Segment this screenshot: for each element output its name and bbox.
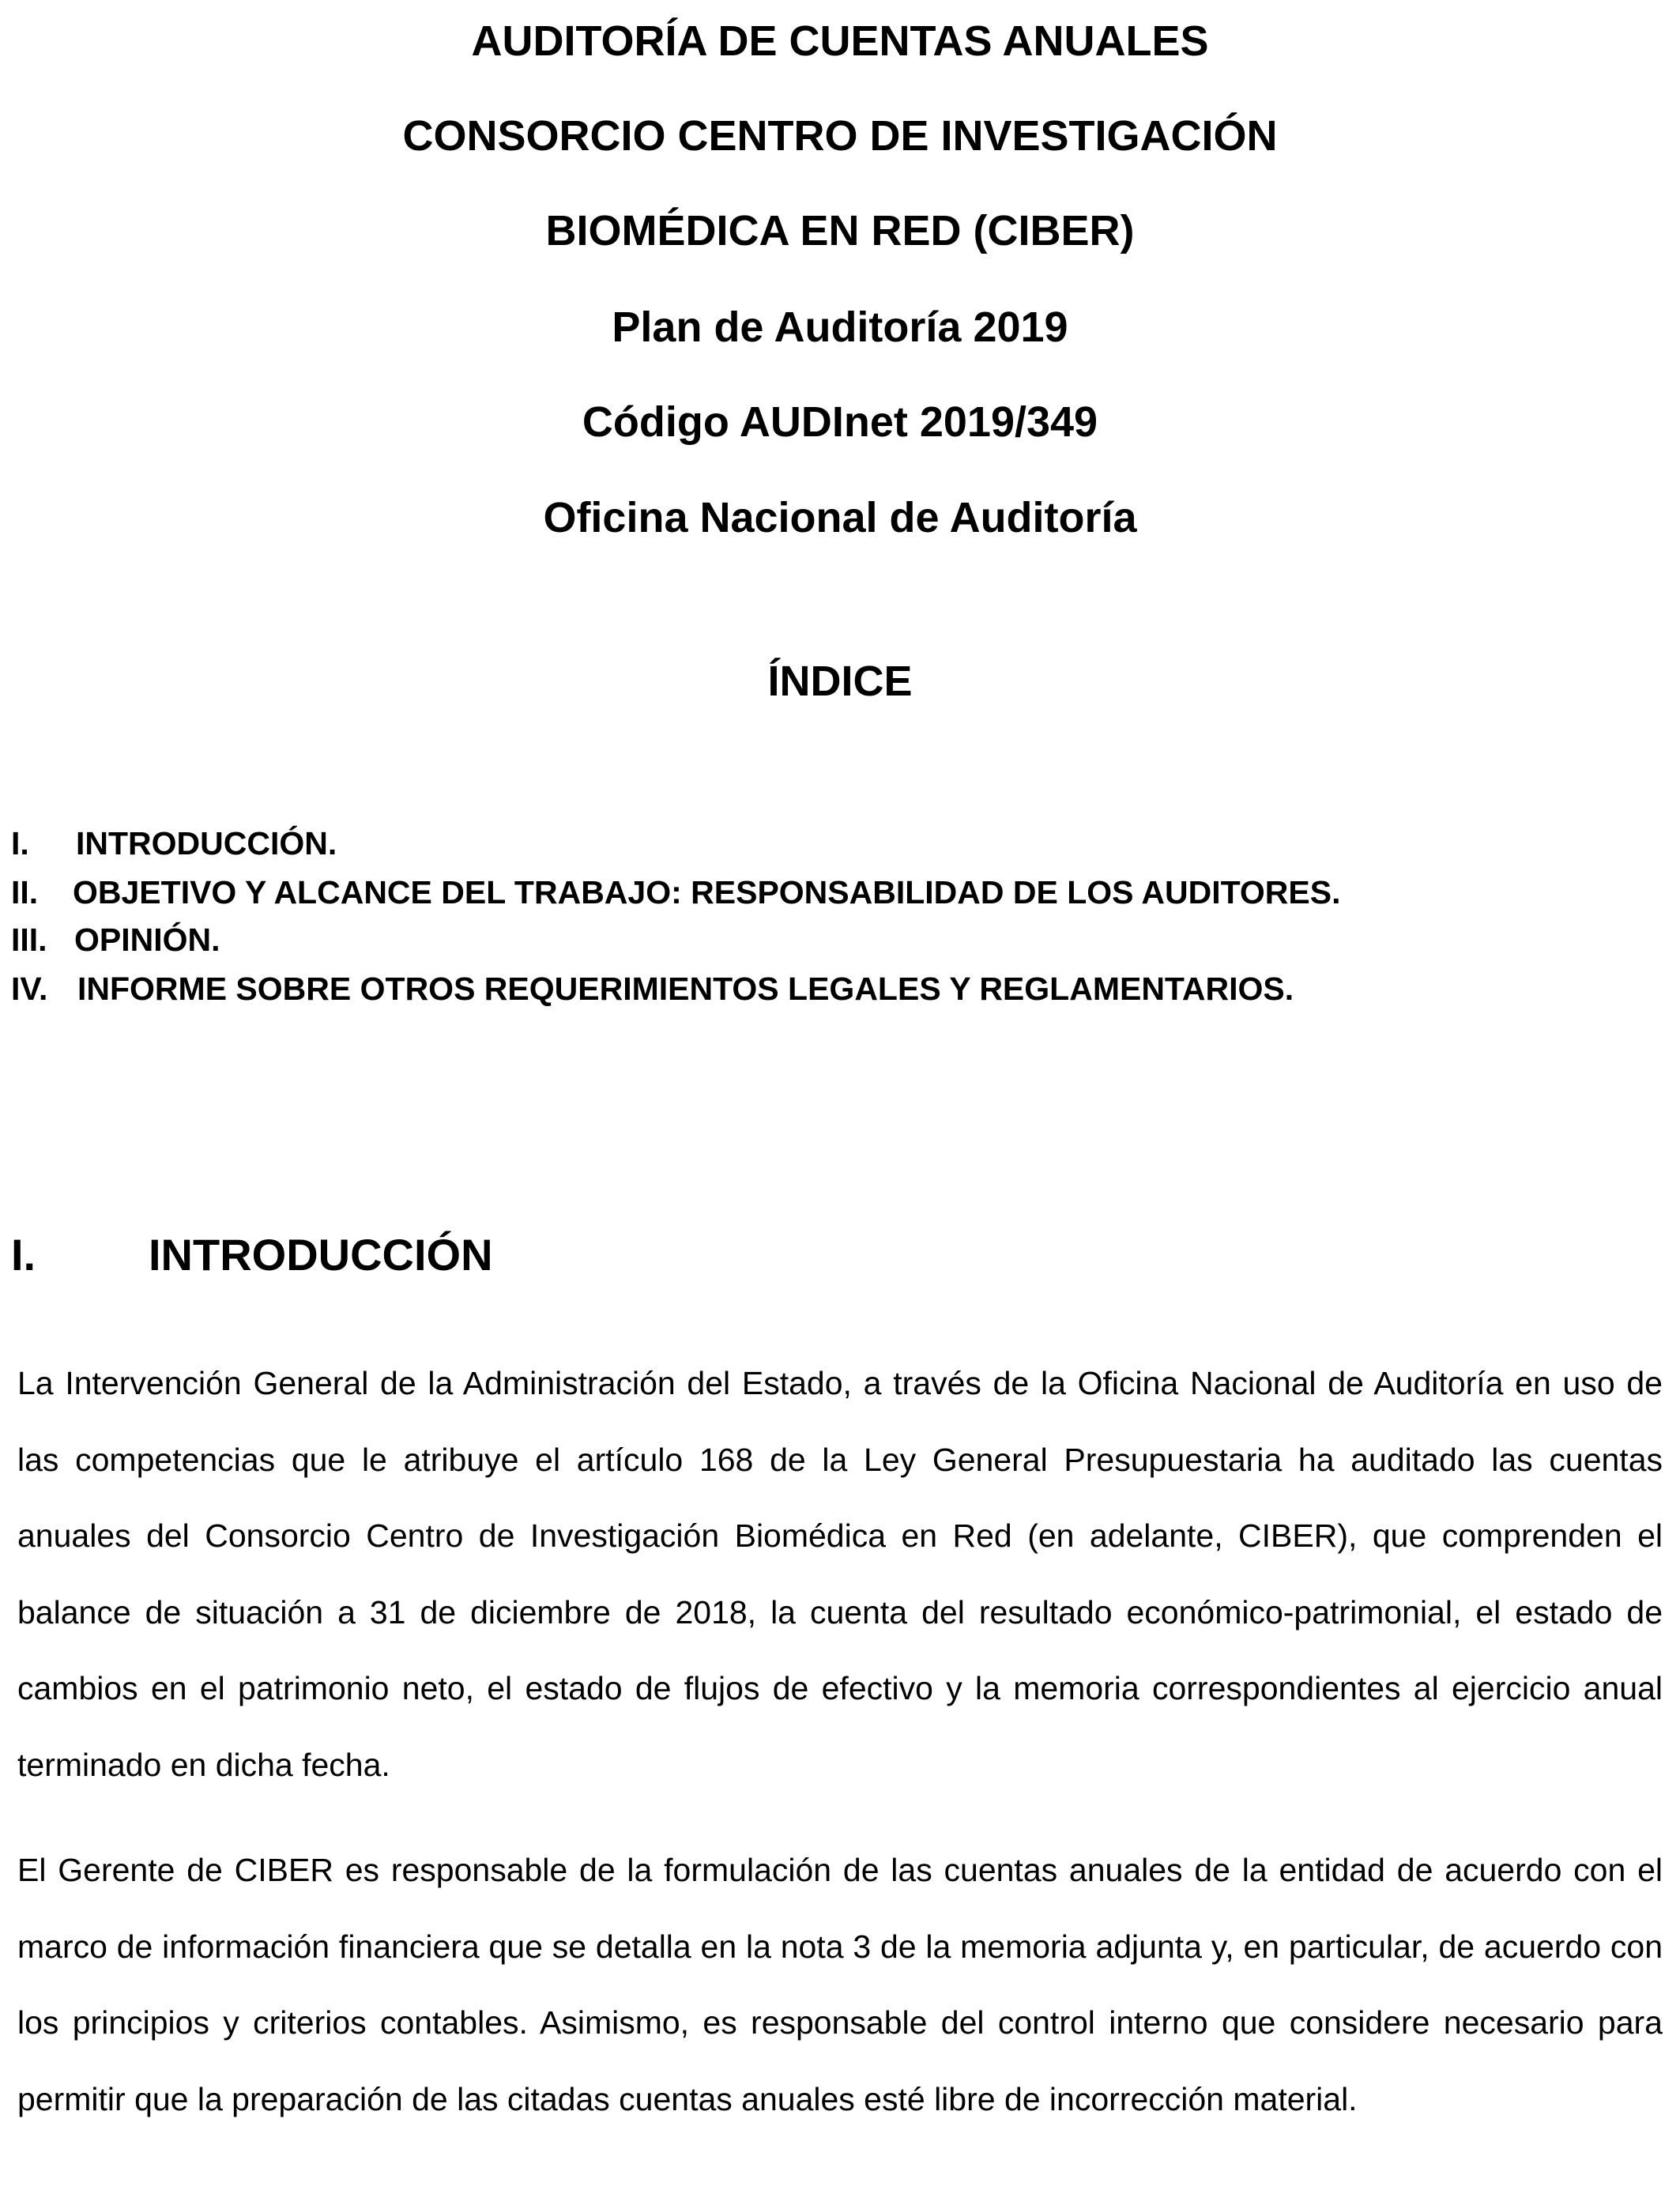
index-item [11,824,337,863]
index-item-label: OPINIÓN. [74,922,220,958]
index-item-number: III. [11,922,47,958]
index-item-label: INTRODUCCIÓN. [76,825,337,861]
index-item-number: IV. [11,971,48,1007]
section-number: I. [11,1230,36,1280]
title-line-1: AUDITORÍA DE CUENTAS ANUALES [471,17,1209,65]
title-line-4: Plan de Auditoría 2019 [612,303,1068,351]
index-item [11,920,220,959]
section-heading [11,1230,493,1280]
index-item [11,873,1341,912]
section-title: INTRODUCCIÓN [149,1230,493,1280]
index-item-number: I. [11,825,29,861]
index-heading: ÍNDICE [767,658,913,705]
index-item [11,969,1294,1008]
body-paragraph: El Gerente de CIBER es responsable de la formulación de las cuentas anuales de la entidad de acuerdo con el marco de información financiera que se detalla en la nota 3 de la memoria adjunta y, en particular, de acuerdo con los principios y criterios contables. Asimismo, es responsable del control interno que considere necesario para permitir que la preparación de las citadas cuentas anuales esté libre de incorrección material. [17,1852,1663,2117]
title-line-5: Código AUDInet 2019/349 [582,398,1098,446]
title-line-6: Oficina Nacional de Auditoría [543,494,1137,541]
body-paragraph: La Intervención General de la Administración del Estado, a través de la Oficina Nacional de Auditoría en uso de las competencias que le atribuye el artículo 168 de la Ley General Presupuestaria ha auditado las cuentas anuales del Consorcio Centro de Investigación Biomédica en Red (en adelante, CIBER), que comprenden el balance de situación a 31 de diciembre de 2018, la cuenta del resultado económico-patrimonial, el estado de cambios en el patrimonio neto, el estado de flujos de efectivo y la memoria correspondientes al ejercicio anual terminado en dicha fecha. [17,1365,1663,1783]
index-item-number: II. [11,874,39,910]
title-line-2: CONSORCIO CENTRO DE INVESTIGACIÓN [402,112,1278,160]
title-line-3: BIOMÉDICA EN RED (CIBER) [545,207,1135,254]
index-item-label: INFORME SOBRE OTROS REQUERIMIENTOS LEGALES Y REGLAMENTARIOS. [77,971,1294,1007]
index-item-label: OBJETIVO Y ALCANCE DEL TRABAJO: RESPONSABILIDAD DE LOS AUDITORES. [73,874,1341,910]
